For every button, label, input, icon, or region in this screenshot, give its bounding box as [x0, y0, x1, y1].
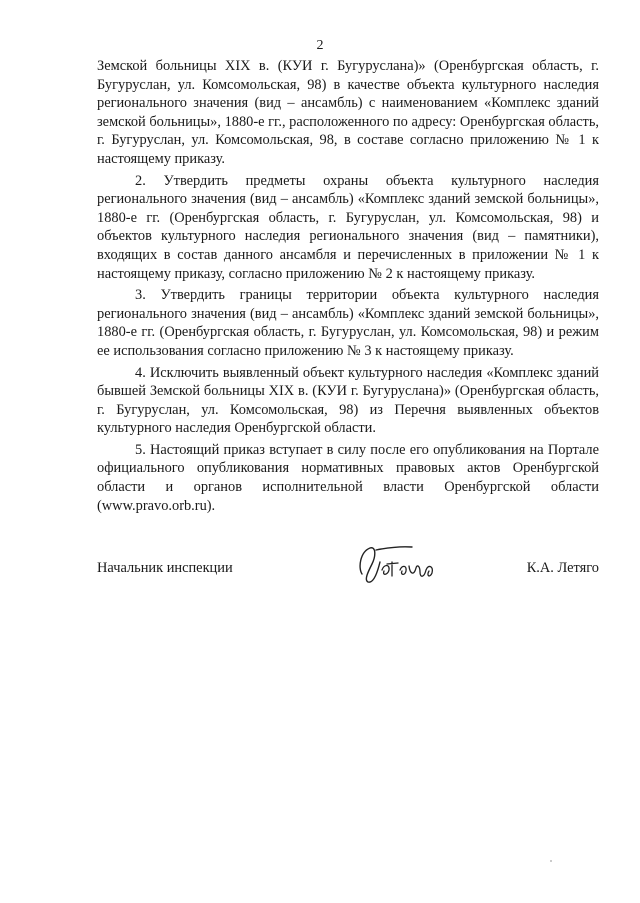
paragraph-item-4: 4. Исключить выявленный объект культурного наследия «Комплекс зданий бывшей Земской больницы XIX в. (КУИ г. Бугуруслана)» (Оренбургская область, г. Бугуруслан, ул. Комсомольская, 98) из Перечня выявленных объектов культурного наследия Оренбургской области.	[97, 364, 599, 437]
scan-speck	[550, 860, 552, 862]
paragraph-item-2: 2. Утвердить предметы охраны объекта культурного наследия регионального значения (вид – ансамбль) «Комплекс зданий земской больницы», 1880-е гг. (Оренбургская область, г. Бугуруслан, ул. Комсомольская, 98) и объектов культурного наследия регионального значения (вид – памятники), входящих в состав данного ансамбля и перечисленных в приложении № 1 к настоящему приказу, согласно приложению № 2 к настоящему приказу.	[97, 172, 599, 282]
page-number: 2	[316, 38, 324, 53]
paragraph-continuation: Земской больницы XIX в. (КУИ г. Бугуруслана)» (Оренбургская область, г. Бугуруслан, ул. Комсомольская, 98) в качестве объекта культурного наследия регионального значения (вид – ансамбль) с наименованием «Комплекс зданий земской больницы», 1880-е гг., расположенного по адресу: Оренбургская область, г. Бугуруслан, ул. Комсомольская, 98, в составе согласно приложению № 1 к настоящему приказу.	[97, 58, 599, 167]
signature-block	[97, 540, 599, 590]
handwritten-signature	[354, 540, 464, 588]
paragraph-item-3: 3. Утвердить границы территории объекта культурного наследия регионального значения (вид – ансамбль) «Комплекс зданий земской больницы», 1880-е гг. (Оренбургская область, г. Бугуруслан, ул. Комсомольская, 98) и режим ее использования согласно приложению № 3 к настоящему приказу.	[97, 287, 599, 359]
signatory-name: К.А. Летяго	[526, 560, 599, 576]
signatory-position: Начальник инспекции	[97, 560, 233, 576]
document-body	[97, 57, 599, 518]
paragraph-item-5: 5. Настоящий приказ вступает в силу после его опубликования на Портале официального опубликования нормативных правовых актов Оренбургской области и органов исполнительной власти Оренбургской области (www.pravo.orb.ru).	[97, 441, 599, 514]
